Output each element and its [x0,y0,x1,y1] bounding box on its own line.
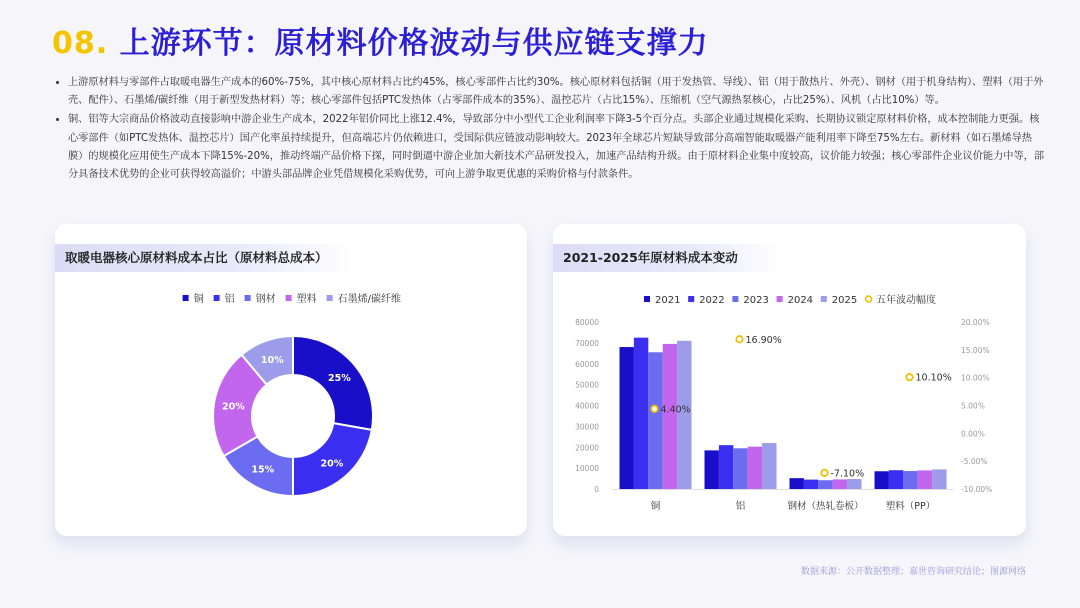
y2-tick-label: 20.00% [961,318,990,327]
y-tick-label: 0 [594,485,599,494]
bullet-item: • 铜、铝等大宗商品价格波动直接影响中游企业生产成本，2022年铝价同比上涨12.4%，导致部分中小型代工企业利润率下降3-5个百分点。头部企业通过规模化采购、长期协议锁定原材料价格，成本控制能力更强。核心零部件（如PTC发热体、温控芯片）国产化率虽持续提升，但高端芯片仍依赖进口，受国际供应链波动影响较大。2023年全球芯片短缺导致部分高端智能取暖器产能利用率下降至75%左右。新材料（如石墨烯导热膜）的规模化应用使生产成本下降15%-20%，推动终端产品价格下探，同时倒逼中游企业加大新技术产品研发投入，加速产品结构升级。由于原材料企业集中度较高，议价能力较强；核心零部件企业议价能力中等，部分具备技术优势的企业可获得较高溢价；中游头部品牌企业凭借规模化采购优势，可向上游争取更优惠的采购价格与付款条件。 [68,111,1046,184]
donut-chart [55,224,527,536]
line-marker [651,406,657,412]
bar [918,470,932,489]
y-tick-label: 70000 [575,338,599,348]
legend-label: 2021 [655,295,681,306]
x-tick-label: 钢材（热轧卷板） [787,501,864,512]
y2-tick-label: 10.00% [961,373,990,383]
legend-marker [866,296,872,302]
section-number: 08. [52,26,109,61]
legend-label: 钢材 [255,294,276,305]
bullet-item: • 上游原材料与零部件占取暖电器生产成本的60%-75%，其中核心原材料占比约45%，核心零部件占比约30%。核心原材料包括铜（用于发热管、导线）、铝（用于散热片、外壳）、钢材（用于机身结构）、塑料（用于外壳、配件）、石墨烯/碳纤维（用于新型发热材料）等；核心零部件包括PTC发热体（占零部件成本的35%）、温控芯片（占比15%）、压缩机（空气源热泵核心，占比25%）、风机（占比10%）等。 [68,74,1046,110]
legend-swatch [183,295,189,301]
y-tick-label: 50000 [575,380,599,390]
bar [790,478,804,489]
legend-swatch [732,296,738,302]
donut-chart-title: 取暖电器核心原材料成本占比（原材料总成本） [55,244,355,272]
x-tick-label: 铜 [650,501,661,512]
legend-swatch [688,296,694,302]
legend-label: 石墨烯/碳纤维 [337,294,401,305]
legend-swatch [327,295,333,301]
data-source: 数据来源：公开数据整理；嘉世咨询研究结论；图源网络 [800,567,1026,577]
y-tick-label: 60000 [575,359,599,369]
slice-label: 10% [260,355,284,367]
legend-label: 塑料 [296,294,317,305]
bar [705,450,719,489]
y-tick-label: 30000 [575,422,599,432]
bar [634,338,648,489]
slice-label: 20% [320,458,344,470]
legend-swatch [821,296,827,302]
line-marker [821,470,827,476]
legend-swatch [245,295,251,301]
bar-chart [553,224,1026,536]
bar [804,480,818,489]
y-tick-label: 10000 [575,464,599,474]
legend-label: 2025 [831,295,858,306]
line-marker [736,336,742,342]
x-tick-label: 塑料（PP） [885,501,936,512]
line-data-label: 10.10% [915,372,952,384]
x-tick-label: 铝 [735,501,746,512]
bar [903,471,917,489]
bar [762,443,776,489]
y-tick-label: 20000 [575,443,599,453]
line-data-label: 4.40% [660,404,691,416]
legend-swatch [286,295,292,301]
y2-tick-label: -10.00% [961,485,993,494]
bar [818,480,832,489]
legend-swatch [777,296,783,302]
line-data-label: 16.90% [745,334,782,346]
donut-chart-card [55,224,527,536]
bar [719,445,733,489]
bar [932,469,946,489]
section-title: 上游环节：原材料价格波动与供应链支撑力 [108,26,709,61]
page-title [52,18,709,62]
bar [875,471,889,489]
bar [847,479,861,489]
y-tick-label: 80000 [575,318,599,327]
slice-label: 20% [222,401,245,413]
slice-label: 15% [251,464,275,476]
y-tick-label: 40000 [575,401,599,411]
y2-tick-label: 0.00% [961,429,985,439]
bar [833,479,847,489]
bullet-list [52,74,1046,185]
line-data-label: -7.10% [830,468,865,480]
y2-tick-label: -5.00% [961,457,988,467]
legend-label: 铝 [224,294,235,305]
y2-tick-label: 15.00% [961,345,990,355]
legend-swatch [214,295,220,301]
bar [889,470,903,489]
legend-label: 2023 [743,295,769,306]
bar-chart-card [553,224,1026,536]
slice-label: 25% [327,373,351,385]
legend-label: 2024 [787,295,814,306]
bar [748,447,762,489]
bar [648,352,662,489]
legend-swatch [644,296,650,302]
bar-chart-title: 2021-2025年原材料成本变动 [553,244,783,272]
bar [620,347,634,489]
line-marker [906,374,912,380]
bar [663,344,677,489]
legend-label: 五年波动幅度 [876,295,936,306]
legend-label: 2022 [699,295,725,306]
y2-tick-label: 5.00% [961,401,985,411]
legend-label: 铜 [193,294,204,305]
bar [733,448,747,489]
